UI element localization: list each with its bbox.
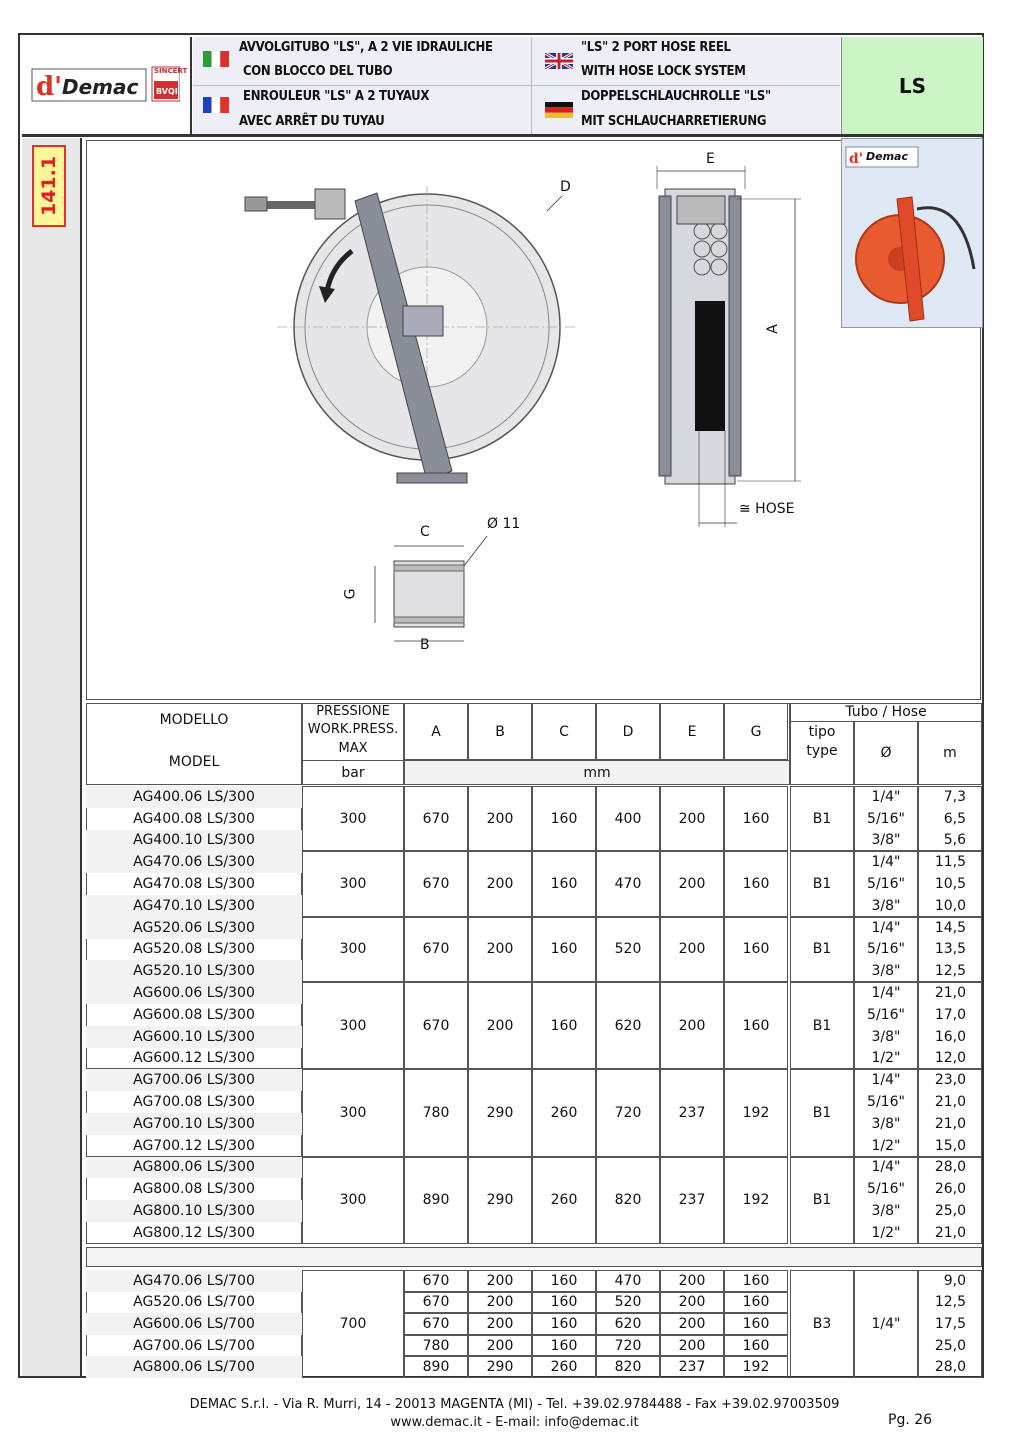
hp-dim-b-value: 200 xyxy=(486,1294,514,1311)
dim-label-d: D xyxy=(560,179,571,195)
hose-length: 7,3 xyxy=(943,788,966,805)
head-unit-bar: bar xyxy=(341,764,365,781)
dim-a-value: 670 xyxy=(422,1017,450,1034)
head-model-en: MODEL xyxy=(168,754,220,770)
head-length: m xyxy=(943,745,957,761)
hp-dim-e-value: 200 xyxy=(678,1337,706,1354)
germany-flag-icon xyxy=(545,102,573,118)
dim-b-value: 200 xyxy=(486,876,514,893)
model-cell: AG800.08 LS/300 xyxy=(133,1181,255,1198)
model-cell: AG700.10 LS/300 xyxy=(86,1113,302,1135)
head-type: type xyxy=(806,743,838,759)
dim-a-value: 670 xyxy=(422,810,450,827)
hp-dim-c-value: 160 xyxy=(550,1315,578,1332)
hp-dim-b-value: 200 xyxy=(486,1337,514,1354)
hp-dim-e-value: 237 xyxy=(678,1359,706,1376)
cert-bottom: BVQI xyxy=(156,87,178,96)
hp-dim-e-value: 200 xyxy=(678,1294,706,1311)
hose-diameter: 3/8" xyxy=(871,832,901,849)
hose-diameter: 1/2" xyxy=(871,1050,901,1067)
dim-label-b: B xyxy=(420,637,430,653)
table-spacer-band xyxy=(86,1247,982,1267)
dim-label-g: G xyxy=(342,588,359,600)
brand-logo-area xyxy=(22,37,192,134)
dim-c-value: 160 xyxy=(550,876,578,893)
page-code-badge xyxy=(32,145,66,227)
hp-dim-g-value: 160 xyxy=(742,1272,770,1289)
hose-length: 11,5 xyxy=(934,854,966,871)
hp-dim-g-value: 160 xyxy=(742,1294,770,1311)
hose-length: 21,0 xyxy=(934,1224,966,1241)
hp-hose-length: 12,5 xyxy=(934,1294,966,1311)
dim-g-value: 192 xyxy=(742,1104,770,1121)
dim-b-value: 200 xyxy=(486,810,514,827)
hp-dim-a-value: 670 xyxy=(422,1272,450,1289)
hose-type: B1 xyxy=(812,1192,832,1209)
france-flag-icon xyxy=(203,97,229,113)
head-tipo: tipo xyxy=(808,724,836,740)
hp-dim-b-value: 200 xyxy=(486,1315,514,1332)
hose-diameter: 1/4" xyxy=(871,985,901,1002)
title-de-2: MIT SCHLAUCHARRETIERUNG xyxy=(581,114,767,129)
head-dim-b: B xyxy=(495,723,505,740)
hp-dim-c-value: 160 xyxy=(550,1294,578,1311)
hose-diameter: 1/4" xyxy=(871,919,901,936)
dim-c-value: 160 xyxy=(550,1017,578,1034)
dim-g-value: 192 xyxy=(742,1192,770,1209)
svg-text:d': d' xyxy=(849,151,864,167)
hose-type: B1 xyxy=(812,1104,832,1121)
dim-a-value: 670 xyxy=(422,941,450,958)
hose-type: B1 xyxy=(812,810,832,827)
dim-d-value: 470 xyxy=(614,876,642,893)
hp-dim-g-value: 160 xyxy=(742,1315,770,1332)
pressure-value: 300 xyxy=(339,1104,367,1121)
hp-model-cell-text: AG700.06 LS/700 xyxy=(133,1337,255,1354)
dim-c-value: 260 xyxy=(550,1104,578,1121)
model-cell: AG700.08 LS/300 xyxy=(133,1094,255,1111)
hose-length: 10,0 xyxy=(934,897,966,914)
hose-diameter: 1/4" xyxy=(871,788,901,805)
model-cell: AG600.08 LS/300 xyxy=(133,1006,255,1023)
model-cell: AG600.06 LS/300 xyxy=(86,982,302,1004)
hp-dim-e-value: 200 xyxy=(678,1272,706,1289)
page-code: 141.1 xyxy=(38,155,60,217)
hp-dim-a-value: 890 xyxy=(422,1359,450,1376)
model-cell: AG520.08 LS/300 xyxy=(133,941,255,958)
footer-contact: www.demac.it - E-mail: info@demac.it xyxy=(390,1415,639,1430)
dim-d-value: 400 xyxy=(614,810,642,827)
title-fr-2: AVEC ARRÊT DU TUYAU xyxy=(239,114,385,129)
hp-hose-type: B3 xyxy=(812,1316,832,1332)
hose-length: 26,0 xyxy=(934,1181,966,1198)
pressure-value: 300 xyxy=(339,876,367,893)
title-fr-1: ENROULEUR "LS" A 2 TUYAUX xyxy=(243,89,430,104)
hp-pressure-value: 700 xyxy=(339,1316,367,1332)
hose-diameter: 1/2" xyxy=(871,1137,901,1154)
hose-diameter: 5/16" xyxy=(867,876,905,893)
uk-flag-icon xyxy=(545,53,573,69)
hp-dim-b-value: 290 xyxy=(486,1359,514,1376)
hose-diameter: 5/16" xyxy=(867,1006,905,1023)
hp-dim-c-value: 160 xyxy=(550,1272,578,1289)
hose-diameter: 3/8" xyxy=(871,1115,901,1132)
model-cell: AG700.12 LS/300 xyxy=(133,1137,255,1154)
dim-d-value: 820 xyxy=(614,1192,642,1209)
model-cell: AG800.06 LS/300 xyxy=(86,1157,302,1179)
hp-dim-d-value: 820 xyxy=(614,1359,642,1376)
side-bar xyxy=(22,138,82,1376)
model-cell: AG470.08 LS/300 xyxy=(133,876,255,893)
hp-dim-d-value: 520 xyxy=(614,1294,642,1311)
svg-text:d': d' xyxy=(36,72,63,102)
hose-length: 15,0 xyxy=(934,1137,966,1154)
hose-length: 21,0 xyxy=(934,985,966,1002)
model-cell: AG700.06 LS/300 xyxy=(86,1069,302,1091)
hose-length: 25,0 xyxy=(934,1203,966,1220)
hose-type: B1 xyxy=(812,1017,832,1034)
head-pressure-2: WORK.PRESS. xyxy=(307,721,399,737)
title-it-1: AVVOLGITUBO "LS", A 2 VIE IDRAULICHE xyxy=(239,40,493,55)
title-de-1: DOPPELSCHLAUCHROLLE "LS" xyxy=(581,89,771,104)
hose-diameter: 5/16" xyxy=(867,941,905,958)
hp-dim-c-value: 260 xyxy=(550,1359,578,1376)
dim-c-value: 260 xyxy=(550,1192,578,1209)
hp-hose-length: 28,0 xyxy=(934,1359,966,1376)
hp-hose-length: 17,5 xyxy=(934,1315,966,1332)
italy-flag-icon xyxy=(203,51,229,67)
hose-diameter: 5/16" xyxy=(867,810,905,827)
head-model-it: MODELLO xyxy=(159,712,229,728)
hose-length: 28,0 xyxy=(934,1159,966,1176)
hp-hose-length: 9,0 xyxy=(943,1272,966,1289)
hp-model-cell-text: AG470.06 LS/700 xyxy=(86,1270,302,1292)
dim-b-value: 290 xyxy=(486,1192,514,1209)
dim-label-a: A xyxy=(764,324,781,334)
footer-address: DEMAC S.r.l. - Via R. Murri, 14 - 20013 MAGENTA (MI) - Tel. +39.02.9784488 - Fax +39.02.97003509 xyxy=(189,1397,840,1412)
dim-e-value: 200 xyxy=(678,810,706,827)
hose-diameter: 3/8" xyxy=(871,897,901,914)
model-cell: AG470.06 LS/300 xyxy=(86,851,302,873)
photo-brand: Demac xyxy=(866,150,908,163)
hp-dim-a-value: 670 xyxy=(422,1294,450,1311)
dim-b-value: 200 xyxy=(486,941,514,958)
hose-length: 21,0 xyxy=(934,1094,966,1111)
hp-dim-a-value: 670 xyxy=(422,1315,450,1332)
hose-diameter: 3/8" xyxy=(871,1203,901,1220)
hp-dim-d-value: 720 xyxy=(614,1337,642,1354)
head-dim-c: C xyxy=(559,723,569,740)
product-photo xyxy=(841,138,983,328)
dim-b-value: 290 xyxy=(486,1104,514,1121)
dim-label-e: E xyxy=(706,151,715,167)
head-diameter: Ø xyxy=(880,745,892,761)
header-titles xyxy=(193,37,840,134)
hose-length: 12,0 xyxy=(934,1050,966,1067)
dim-label-c: C xyxy=(420,524,430,540)
cert-top: SINCERT xyxy=(154,67,188,75)
page-number: Pg. 26 xyxy=(888,1412,933,1428)
head-dim-d: D xyxy=(622,723,634,740)
hose-length: 5,6 xyxy=(943,832,966,849)
model-cell: AG400.10 LS/300 xyxy=(86,830,302,852)
dim-g-value: 160 xyxy=(742,876,770,893)
header-divider xyxy=(22,134,984,137)
dim-a-value: 780 xyxy=(422,1104,450,1121)
title-en-2: WITH HOSE LOCK SYSTEM xyxy=(581,64,746,79)
dim-a-value: 890 xyxy=(422,1192,450,1209)
hp-dim-g-value: 160 xyxy=(742,1337,770,1354)
head-dim-e: E xyxy=(687,723,697,740)
dim-d-value: 620 xyxy=(614,1017,642,1034)
dim-c-value: 160 xyxy=(550,810,578,827)
dim-e-value: 200 xyxy=(678,876,706,893)
dim-e-value: 200 xyxy=(678,941,706,958)
title-en-1: "LS" 2 PORT HOSE REEL xyxy=(581,40,731,55)
head-dim-a: A xyxy=(431,723,441,740)
dim-a-value: 670 xyxy=(422,876,450,893)
hose-diameter: 1/4" xyxy=(871,854,901,871)
series-label: LS xyxy=(841,37,983,134)
hose-diameter: 5/16" xyxy=(867,1181,905,1198)
hp-dim-a-value: 780 xyxy=(422,1337,450,1354)
hose-length: 14,5 xyxy=(934,919,966,936)
hp-dim-b-value: 200 xyxy=(486,1272,514,1289)
model-cell: AG600.10 LS/300 xyxy=(86,1026,302,1048)
title-it-2: CON BLOCCO DEL TUBO xyxy=(243,64,393,79)
reel-photo-image xyxy=(842,139,982,327)
hp-model-cell-text: AG520.06 LS/700 xyxy=(133,1294,255,1311)
hose-diameter: 1/4" xyxy=(871,1072,901,1089)
hose-diameter: 1/2" xyxy=(871,1224,901,1241)
hose-length: 21,0 xyxy=(934,1115,966,1132)
model-cell: AG600.12 LS/300 xyxy=(133,1050,255,1067)
model-cell: AG520.06 LS/300 xyxy=(86,917,302,939)
model-cell: AG800.12 LS/300 xyxy=(133,1224,255,1241)
hose-type: B1 xyxy=(812,876,832,893)
logo-text: Demac xyxy=(62,75,139,99)
model-cell: AG400.06 LS/300 xyxy=(86,786,302,808)
pressure-value: 300 xyxy=(339,810,367,827)
head-dim-g: G xyxy=(750,723,762,740)
hp-model-cell-text: AG600.06 LS/700 xyxy=(86,1313,302,1335)
pressure-value: 300 xyxy=(339,1017,367,1034)
hp-dim-g-value: 192 xyxy=(742,1359,770,1376)
hose-length: 23,0 xyxy=(934,1072,966,1089)
dim-label-hole: Ø 11 xyxy=(487,516,521,532)
head-unit-mm: mm xyxy=(583,764,611,781)
hose-length: 12,5 xyxy=(934,963,966,980)
model-cell: AG520.10 LS/300 xyxy=(86,960,302,982)
hose-diameter: 3/8" xyxy=(871,963,901,980)
hose-length: 6,5 xyxy=(943,810,966,827)
dim-g-value: 160 xyxy=(742,1017,770,1034)
dim-g-value: 160 xyxy=(742,941,770,958)
model-cell: AG400.08 LS/300 xyxy=(133,810,255,827)
dim-d-value: 720 xyxy=(614,1104,642,1121)
dim-e-value: 200 xyxy=(678,1017,706,1034)
dim-b-value: 200 xyxy=(486,1017,514,1034)
hose-length: 10,5 xyxy=(934,876,966,893)
hose-length: 13,5 xyxy=(934,941,966,958)
hp-dim-e-value: 200 xyxy=(678,1315,706,1332)
hose-diameter: 3/8" xyxy=(871,1028,901,1045)
hp-hose-length: 25,0 xyxy=(934,1337,966,1354)
dim-label-hose: ≅ HOSE xyxy=(739,501,795,517)
hp-dim-d-value: 620 xyxy=(614,1315,642,1332)
model-cell: AG470.10 LS/300 xyxy=(86,895,302,917)
head-pressure-3: MAX xyxy=(338,740,368,756)
model-cell: AG800.10 LS/300 xyxy=(86,1200,302,1222)
hose-diameter: 1/4" xyxy=(871,1159,901,1176)
dim-e-value: 237 xyxy=(678,1192,706,1209)
hose-length: 16,0 xyxy=(934,1028,966,1045)
dim-d-value: 520 xyxy=(614,941,642,958)
dim-e-value: 237 xyxy=(678,1104,706,1121)
hose-length: 17,0 xyxy=(934,1006,966,1023)
pressure-value: 300 xyxy=(339,941,367,958)
pressure-value: 300 xyxy=(339,1192,367,1209)
hose-type: B1 xyxy=(812,941,832,958)
head-hose: Tubo / Hose xyxy=(845,704,927,720)
hp-dim-d-value: 470 xyxy=(614,1272,642,1289)
head-pressure-1: PRESSIONE xyxy=(316,703,390,719)
dim-g-value: 160 xyxy=(742,810,770,827)
hose-diameter: 5/16" xyxy=(867,1094,905,1111)
hp-model-cell-text: AG800.06 LS/700 xyxy=(86,1356,302,1378)
dim-c-value: 160 xyxy=(550,941,578,958)
hp-dim-c-value: 160 xyxy=(550,1337,578,1354)
hp-hose-diameter: 1/4" xyxy=(871,1316,901,1332)
